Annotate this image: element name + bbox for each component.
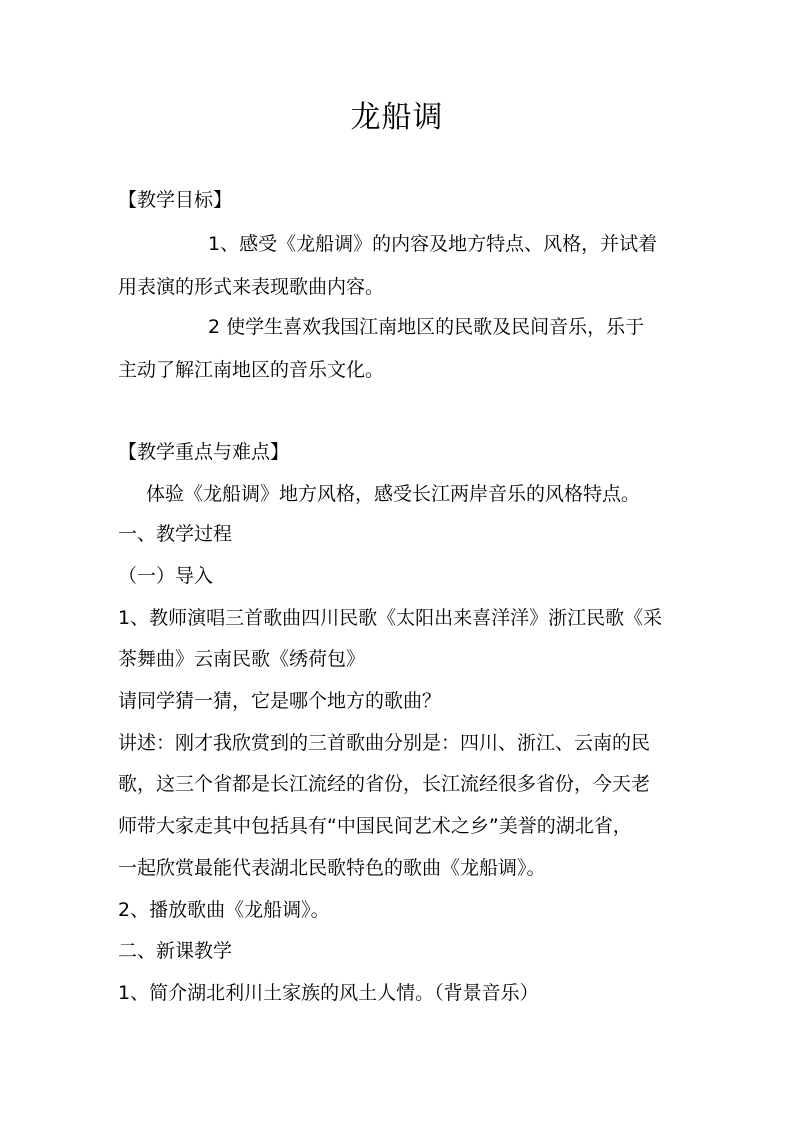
objectives-heading: 【教学目标】 <box>118 189 233 211</box>
step-1-line-1: 1、教师演唱三首歌曲四川民歌《太阳出来喜洋洋》浙江民歌《采 <box>118 607 663 629</box>
newlesson-heading: 二、新课教学 <box>118 940 233 962</box>
question-text: 请同学猜一猜，它是哪个地方的歌曲？ <box>118 690 442 712</box>
objective-2-line-2: 主动了解江南地区的音乐文化。 <box>118 359 385 381</box>
process-heading: 一、教学过程 <box>118 523 233 545</box>
step-2: 2、播放歌曲《龙船调》。 <box>118 899 330 921</box>
intro-heading: （一）导入 <box>118 565 214 587</box>
narration-line-4: 一起欣赏最能代表湖北民歌特色的歌曲《龙船调》。 <box>118 857 546 879</box>
objective-2-line-1: 2 使学生喜欢我国江南地区的民歌及民间音乐，乐于 <box>208 316 645 338</box>
keypoints-heading: 【教学重点与难点】 <box>118 441 290 463</box>
objective-1-line-1: 1、感受《龙船调》的内容及地方特点、风格，并试着 <box>208 233 658 255</box>
narration-line-2: 歌，这三个省都是长江流经的省份，长江流经很多省份，今天老 <box>118 773 651 795</box>
narration-line-1: 讲述：刚才我欣赏到的三首歌曲分别是：四川、浙江、云南的民 <box>118 732 651 754</box>
keypoints-text: 体验《龙船调》地方风格，感受长江两岸音乐的风格特点。 <box>146 483 641 505</box>
objective-1-line-2: 用表演的形式来表现歌曲内容。 <box>118 276 385 298</box>
newlesson-step-1: 1、简介湖北利川土家族的风土人情。（背景音乐） <box>118 982 539 1004</box>
step-1-line-2: 茶舞曲》云南民歌《绣荷包》 <box>118 648 366 670</box>
document-title: 龙船调 <box>350 100 444 135</box>
narration-line-3: 师带大家走其中包括具有“中国民间艺术之乡”美誉的湖北省， <box>118 815 632 837</box>
